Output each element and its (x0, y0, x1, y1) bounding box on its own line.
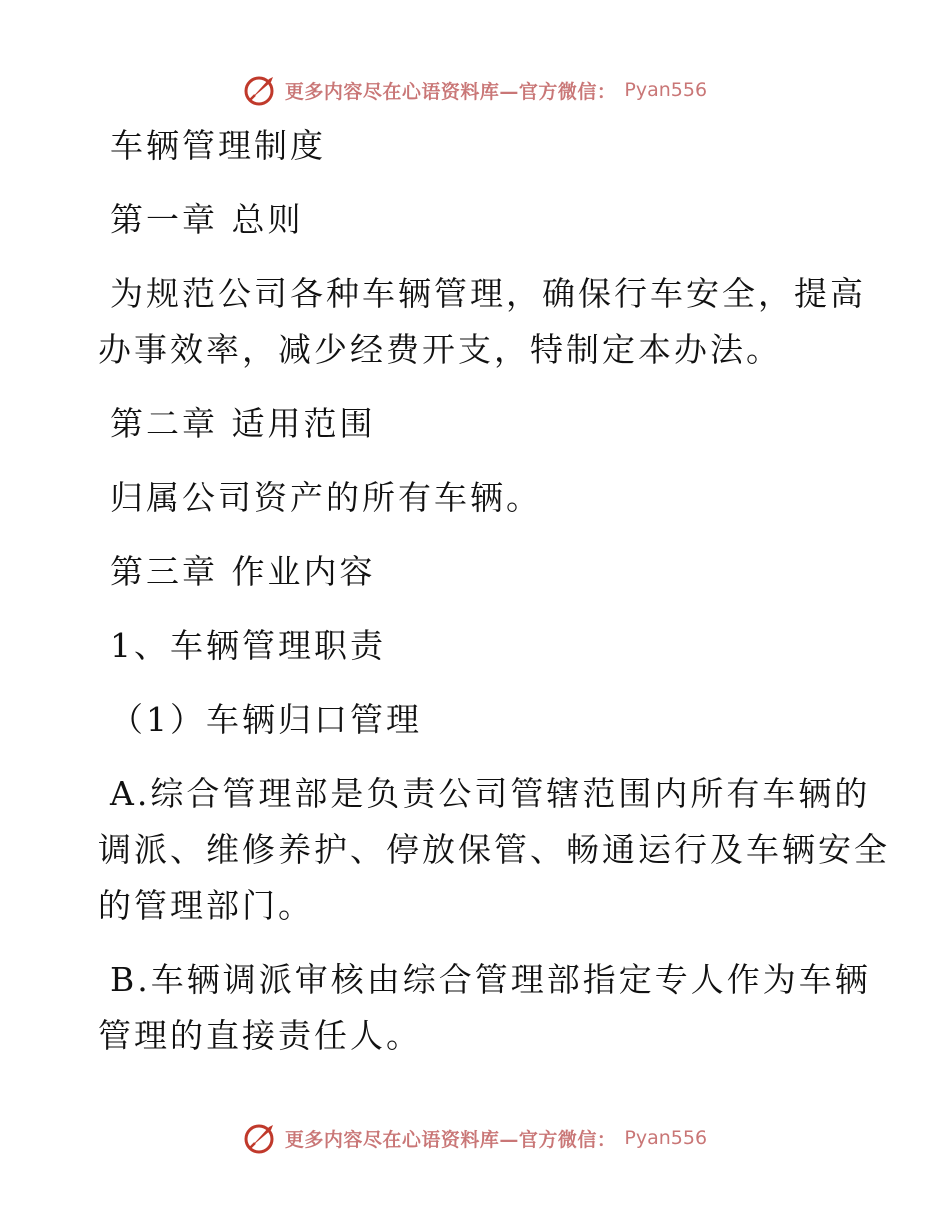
purpose-paragraph-line-1: 为规范公司各种车辆管理，确保行车安全，提高 (110, 274, 866, 313)
watermark-text: 更多内容尽在心语资料库—官方微信： (284, 80, 617, 103)
footer-watermark (0, 1118, 950, 1158)
chapter-1-heading: 第一章 总则 (110, 200, 304, 239)
watermark-wechat-id: Pyan556 (624, 1127, 708, 1149)
item-a-line-1: A.综合管理部是负责公司管辖范围内所有车辆的 (110, 774, 871, 813)
watermark-text: 更多内容尽在心语资料库—官方微信： (284, 1128, 617, 1151)
item-b-line-2: 管理的直接责任人。 (98, 1016, 422, 1055)
item-a-line-2: 调派、维修养护、停放保管、畅通运行及车辆安全 (98, 830, 890, 869)
quill-logo-icon (243, 73, 277, 107)
section-1-heading: 1、车辆管理职责 (110, 626, 386, 665)
item-b-line-1: B.车辆调派审核由综合管理部指定专人作为车辆 (110, 960, 871, 999)
item-a-line-3: 的管理部门。 (98, 886, 314, 925)
document-title: 车辆管理制度 (110, 126, 326, 165)
purpose-paragraph-line-2: 办事效率，减少经费开支，特制定本办法。 (98, 330, 782, 369)
watermark-wechat-id: Pyan556 (624, 79, 708, 101)
document-body (98, 118, 890, 1064)
chapter-3-heading: 第三章 作业内容 (110, 552, 376, 591)
quill-logo-icon (243, 1121, 277, 1155)
scope-paragraph: 归属公司资产的所有车辆。 (110, 478, 542, 517)
chapter-2-heading: 第二章 适用范围 (110, 404, 376, 443)
header-watermark (0, 70, 950, 110)
subsection-1-heading: （1）车辆归口管理 (110, 700, 422, 739)
